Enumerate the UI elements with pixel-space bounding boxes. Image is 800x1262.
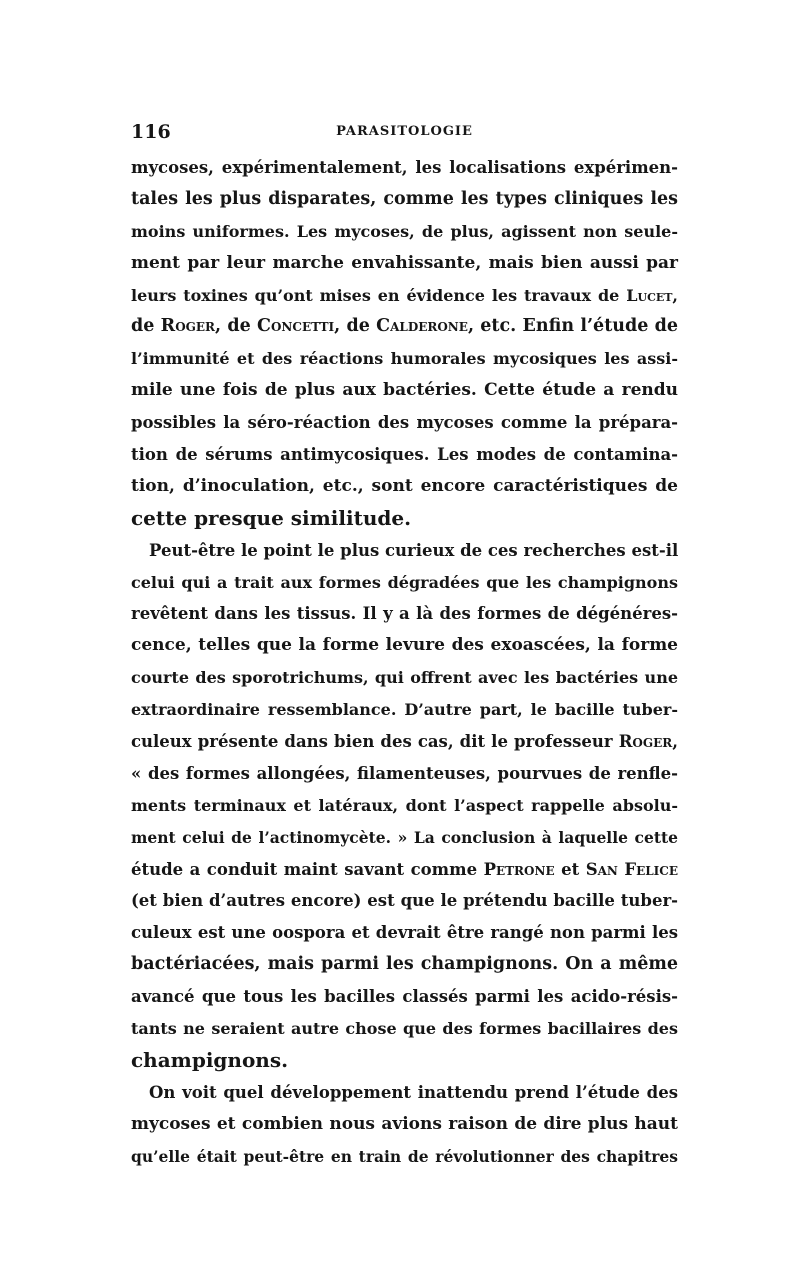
text-line: mycoses, expérimentalement, les localisations expérimen- [131, 158, 678, 177]
text-line: tants ne seraient autre chose que des formes bacillaires des [131, 1019, 678, 1039]
text-line: cence, telles que la forme levure des exoascées, la forme [131, 635, 678, 656]
text-line: On voit quel développement inattendu prend l’étude des [149, 1082, 678, 1102]
text-line: ment par leur marche envahissante, mais bien aussi par [131, 252, 678, 273]
text-line: culeux est une oospora et devrait être rangé non parmi les [131, 923, 678, 943]
text-line: possibles la séro-réaction des mycoses comme la prépara- [131, 413, 678, 433]
text-line: extraordinaire ressemblance. D’autre part, le bacille tuber- [131, 700, 678, 720]
text-line: moins uniformes. Les mycoses, de plus, agissent non seule- [131, 221, 678, 241]
author-name: Roger [618, 732, 673, 752]
text-line: tion, d’inoculation, etc., sont encore caractéristiques de [131, 475, 678, 496]
text-line: qu’elle était peut-être en train de révolutionner des chapitres [131, 1146, 678, 1166]
author-name: Petrone [483, 859, 555, 879]
text-line: cette presque similitude. [131, 505, 412, 530]
text-line: l’immunité et des réactions humorales mycosiques les assi- [131, 349, 678, 369]
text-line: avancé que tous les bacilles classés parmi les acido-résis- [131, 987, 678, 1007]
text-line: culeux présente dans bien des cas, dit le professeur Roger, [131, 732, 678, 752]
text-line: tion de sérums antimycosiques. Les modes de contamina- [131, 445, 678, 465]
text-line: étude a conduit maint savant comme Petrone et San Felice [131, 859, 678, 879]
text-line: bactériacées, mais parmi les champignons. On a même [131, 954, 678, 975]
text-line: Peut-être le point le plus curieux de ces recherches est-il [149, 540, 679, 560]
text-line: celui qui a trait aux formes dégradées que les champignons [131, 572, 678, 592]
body-text [131, 152, 678, 1173]
author-name: Lucet [626, 285, 673, 305]
text-line: champignons. [131, 1047, 289, 1072]
text-line: courte des sporotrichums, qui offrent avec les bactéries une [131, 668, 678, 688]
page-number: 116 [131, 121, 171, 143]
author-name: Calderone [376, 316, 468, 337]
text-line: leurs toxines qu’ont mises en évidence les travaux de Lucet, [131, 285, 678, 305]
text-line: mycoses et combien nous avions raison de dire plus haut [131, 1113, 678, 1134]
text-line: (et bien d’autres encore) est que le prétendu bacille tuber- [131, 891, 678, 911]
text-line: ment celui de l’actinomycète. » La conclusion à laquelle cette [131, 827, 678, 847]
text-line: revêtent dans les tissus. Il y a là des formes de dégénéres- [131, 604, 678, 624]
author-name: Concetti [257, 316, 335, 337]
text-line: mile une fois de plus aux bactéries. Cette étude a rendu [131, 380, 678, 401]
text-line: ments terminaux et latéraux, dont l’aspect rappelle absolu- [131, 795, 678, 815]
text-line: tales les plus disparates, comme les types cliniques les [131, 188, 678, 209]
author-name: San Felice [585, 859, 678, 879]
text-line: de Roger, de Concetti, de Calderone, etc. Enfin l’étude de [131, 316, 679, 337]
running-title: PARASITOLOGIE [336, 124, 473, 139]
page-header [131, 121, 678, 143]
author-name: Roger [160, 316, 216, 337]
text-line: « des formes allongées, filamenteuses, pourvues de renfle- [131, 763, 678, 783]
